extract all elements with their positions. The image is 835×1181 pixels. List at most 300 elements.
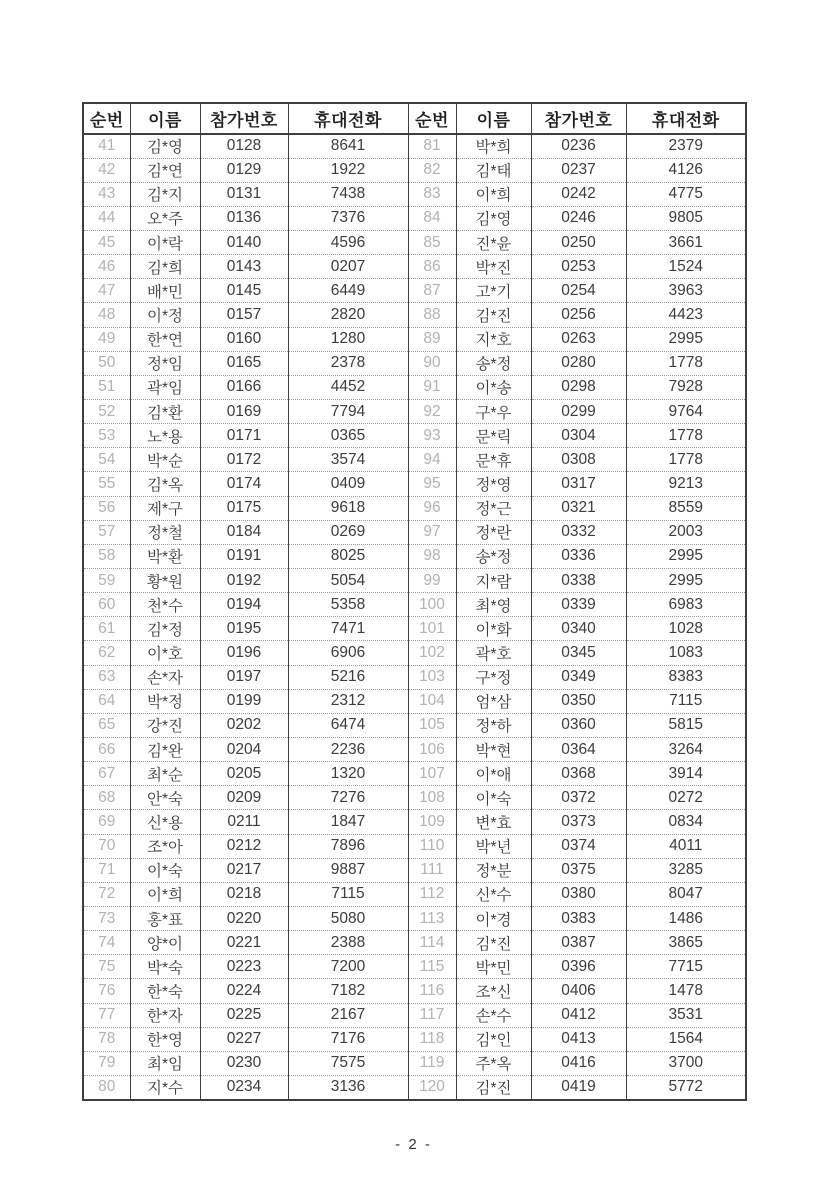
seq-cell-left: 74: [83, 931, 130, 955]
seq-cell-right: 93: [408, 424, 456, 448]
seq-cell-right: 120: [408, 1075, 456, 1099]
entry-number-cell-right: 0368: [531, 762, 626, 786]
entry-number-cell-right: 0299: [531, 400, 626, 424]
name-cell-right: 이*화: [456, 617, 531, 641]
name-cell-left: 박*숙: [130, 955, 200, 979]
seq-cell-right: 109: [408, 810, 456, 834]
name-cell-left: 한*영: [130, 1027, 200, 1051]
entry-number-cell-right: 0242: [531, 182, 626, 206]
entry-number-cell-right: 0349: [531, 665, 626, 689]
table-row: [83, 1027, 746, 1051]
entry-number-cell-right: 0372: [531, 786, 626, 810]
table-row: [83, 182, 746, 206]
name-cell-left: 안*숙: [130, 786, 200, 810]
seq-cell-left: 45: [83, 231, 130, 255]
phone-cell-right: 3914: [626, 762, 746, 786]
entry-number-cell-right: 0413: [531, 1027, 626, 1051]
phone-cell-left: 3136: [288, 1075, 408, 1099]
phone-cell-right: 6983: [626, 593, 746, 617]
name-cell-left: 배*민: [130, 279, 200, 303]
seq-cell-left: 80: [83, 1075, 130, 1099]
header-phone-right: 휴대전화: [626, 103, 746, 134]
seq-cell-left: 42: [83, 158, 130, 182]
seq-cell-right: 89: [408, 327, 456, 351]
seq-cell-right: 94: [408, 448, 456, 472]
seq-cell-right: 97: [408, 520, 456, 544]
phone-cell-right: 2995: [626, 544, 746, 568]
seq-cell-right: 90: [408, 351, 456, 375]
name-cell-right: 손*수: [456, 1003, 531, 1027]
phone-cell-left: 0207: [288, 255, 408, 279]
name-cell-right: 박*민: [456, 955, 531, 979]
seq-cell-right: 119: [408, 1051, 456, 1075]
seq-cell-right: 98: [408, 544, 456, 568]
table-row: [83, 738, 746, 762]
seq-cell-right: 106: [408, 738, 456, 762]
name-cell-left: 이*락: [130, 231, 200, 255]
entry-number-cell-right: 0321: [531, 496, 626, 520]
name-cell-right: 이*희: [456, 182, 531, 206]
entry-number-cell-left: 0140: [200, 231, 288, 255]
name-cell-left: 박*순: [130, 448, 200, 472]
entry-number-cell-left: 0220: [200, 907, 288, 931]
name-cell-right: 김*진: [456, 303, 531, 327]
entry-number-cell-left: 0197: [200, 665, 288, 689]
entry-number-cell-left: 0143: [200, 255, 288, 279]
seq-cell-right: 87: [408, 279, 456, 303]
table-row: [83, 1075, 746, 1099]
seq-cell-left: 46: [83, 255, 130, 279]
table-row: [83, 593, 746, 617]
table-row: [83, 134, 746, 158]
seq-cell-left: 53: [83, 424, 130, 448]
entry-number-cell-right: 0419: [531, 1075, 626, 1099]
name-cell-right: 지*호: [456, 327, 531, 351]
seq-cell-left: 77: [83, 1003, 130, 1027]
seq-cell-right: 84: [408, 206, 456, 230]
entry-number-cell-right: 0387: [531, 931, 626, 955]
table-row: [83, 931, 746, 955]
name-cell-left: 김*영: [130, 134, 200, 158]
name-cell-left: 홍*표: [130, 907, 200, 931]
name-cell-right: 김*진: [456, 1075, 531, 1099]
name-cell-left: 한*연: [130, 327, 200, 351]
phone-cell-left: 5054: [288, 569, 408, 593]
seq-cell-right: 111: [408, 858, 456, 882]
table-row: [83, 255, 746, 279]
seq-cell-left: 56: [83, 496, 130, 520]
table-row: [83, 400, 746, 424]
header-name-right: 이름: [456, 103, 531, 134]
entry-number-cell-left: 0221: [200, 931, 288, 955]
entry-number-cell-right: 0332: [531, 520, 626, 544]
seq-cell-right: 108: [408, 786, 456, 810]
name-cell-right: 변*효: [456, 810, 531, 834]
entry-number-cell-right: 0254: [531, 279, 626, 303]
name-cell-left: 한*숙: [130, 979, 200, 1003]
header-seq-right: 순번: [408, 103, 456, 134]
seq-cell-left: 73: [83, 907, 130, 931]
seq-cell-right: 107: [408, 762, 456, 786]
name-cell-right: 구*정: [456, 665, 531, 689]
phone-cell-right: 3531: [626, 1003, 746, 1027]
phone-cell-left: 1280: [288, 327, 408, 351]
name-cell-left: 김*희: [130, 255, 200, 279]
phone-cell-right: 1564: [626, 1027, 746, 1051]
name-cell-right: 김*진: [456, 931, 531, 955]
name-cell-left: 최*임: [130, 1051, 200, 1075]
seq-cell-left: 69: [83, 810, 130, 834]
name-cell-right: 김*태: [456, 158, 531, 182]
seq-cell-right: 103: [408, 665, 456, 689]
entry-number-cell-left: 0211: [200, 810, 288, 834]
seq-cell-left: 49: [83, 327, 130, 351]
phone-cell-right: 2003: [626, 520, 746, 544]
table-row: [83, 279, 746, 303]
name-cell-left: 오*주: [130, 206, 200, 230]
table-row: [83, 762, 746, 786]
entry-number-cell-right: 0304: [531, 424, 626, 448]
entry-number-cell-right: 0416: [531, 1051, 626, 1075]
phone-cell-left: 2236: [288, 738, 408, 762]
phone-cell-right: 0272: [626, 786, 746, 810]
entry-number-cell-right: 0412: [531, 1003, 626, 1027]
entry-number-cell-left: 0199: [200, 689, 288, 713]
table-row: [83, 303, 746, 327]
table-row: [83, 375, 746, 399]
phone-cell-right: 9805: [626, 206, 746, 230]
seq-cell-left: 78: [83, 1027, 130, 1051]
phone-cell-left: 5080: [288, 907, 408, 931]
seq-cell-right: 92: [408, 400, 456, 424]
entry-number-cell-right: 0250: [531, 231, 626, 255]
seq-cell-left: 62: [83, 641, 130, 665]
seq-cell-right: 114: [408, 931, 456, 955]
seq-cell-left: 61: [83, 617, 130, 641]
name-cell-right: 김*인: [456, 1027, 531, 1051]
seq-cell-left: 67: [83, 762, 130, 786]
entry-number-cell-left: 0230: [200, 1051, 288, 1075]
name-cell-right: 지*람: [456, 569, 531, 593]
phone-cell-right: 1486: [626, 907, 746, 931]
entry-number-cell-right: 0263: [531, 327, 626, 351]
table-row: [83, 617, 746, 641]
name-cell-right: 이*경: [456, 907, 531, 931]
seq-cell-left: 52: [83, 400, 130, 424]
phone-cell-left: 4596: [288, 231, 408, 255]
name-cell-right: 구*우: [456, 400, 531, 424]
name-cell-right: 이*숙: [456, 786, 531, 810]
seq-cell-right: 83: [408, 182, 456, 206]
phone-cell-left: 0269: [288, 520, 408, 544]
name-cell-left: 한*자: [130, 1003, 200, 1027]
phone-cell-left: 4452: [288, 375, 408, 399]
entry-number-cell-right: 0340: [531, 617, 626, 641]
name-cell-left: 지*수: [130, 1075, 200, 1099]
seq-cell-right: 115: [408, 955, 456, 979]
entry-number-cell-right: 0236: [531, 134, 626, 158]
entry-number-cell-left: 0209: [200, 786, 288, 810]
table-row: [83, 665, 746, 689]
seq-cell-right: 101: [408, 617, 456, 641]
seq-cell-right: 113: [408, 907, 456, 931]
entry-number-cell-left: 0202: [200, 713, 288, 737]
entry-number-cell-left: 0192: [200, 569, 288, 593]
table-body: [83, 134, 746, 1100]
name-cell-left: 김*지: [130, 182, 200, 206]
phone-cell-right: 1524: [626, 255, 746, 279]
name-cell-left: 정*임: [130, 351, 200, 375]
phone-cell-left: 7896: [288, 834, 408, 858]
phone-cell-right: 3700: [626, 1051, 746, 1075]
table-row: [83, 907, 746, 931]
table-row: [83, 520, 746, 544]
seq-cell-left: 65: [83, 713, 130, 737]
entry-number-cell-right: 0345: [531, 641, 626, 665]
phone-cell-right: 3661: [626, 231, 746, 255]
header-seq-left: 순번: [83, 103, 130, 134]
seq-cell-left: 41: [83, 134, 130, 158]
phone-cell-left: 3574: [288, 448, 408, 472]
seq-cell-right: 105: [408, 713, 456, 737]
name-cell-right: 진*윤: [456, 231, 531, 255]
seq-cell-right: 81: [408, 134, 456, 158]
entry-number-cell-right: 0298: [531, 375, 626, 399]
entry-number-cell-right: 0317: [531, 472, 626, 496]
phone-cell-left: 2167: [288, 1003, 408, 1027]
phone-cell-left: 7182: [288, 979, 408, 1003]
entry-number-cell-right: 0246: [531, 206, 626, 230]
name-cell-right: 주*옥: [456, 1051, 531, 1075]
name-cell-right: 김*영: [456, 206, 531, 230]
seq-cell-right: 96: [408, 496, 456, 520]
entry-number-cell-right: 0406: [531, 979, 626, 1003]
seq-cell-left: 47: [83, 279, 130, 303]
phone-cell-right: 3963: [626, 279, 746, 303]
phone-cell-right: 1478: [626, 979, 746, 1003]
phone-cell-right: 7115: [626, 689, 746, 713]
seq-cell-left: 51: [83, 375, 130, 399]
seq-cell-left: 75: [83, 955, 130, 979]
phone-cell-left: 0409: [288, 472, 408, 496]
seq-cell-right: 112: [408, 882, 456, 906]
seq-cell-left: 59: [83, 569, 130, 593]
name-cell-right: 이*애: [456, 762, 531, 786]
entry-number-cell-left: 0129: [200, 158, 288, 182]
phone-cell-right: 3865: [626, 931, 746, 955]
seq-cell-left: 60: [83, 593, 130, 617]
entry-number-cell-left: 0204: [200, 738, 288, 762]
entry-number-cell-left: 0196: [200, 641, 288, 665]
name-cell-right: 송*정: [456, 351, 531, 375]
seq-cell-left: 68: [83, 786, 130, 810]
name-cell-left: 이*정: [130, 303, 200, 327]
phone-cell-right: 2995: [626, 327, 746, 351]
entry-number-cell-left: 0165: [200, 351, 288, 375]
entry-number-cell-left: 0194: [200, 593, 288, 617]
phone-cell-right: 4011: [626, 834, 746, 858]
phone-cell-left: 8025: [288, 544, 408, 568]
name-cell-left: 천*수: [130, 593, 200, 617]
seq-cell-left: 72: [83, 882, 130, 906]
name-cell-right: 정*영: [456, 472, 531, 496]
phone-cell-left: 7115: [288, 882, 408, 906]
phone-cell-left: 1847: [288, 810, 408, 834]
name-cell-right: 정*란: [456, 520, 531, 544]
table-row: [83, 834, 746, 858]
seq-cell-right: 116: [408, 979, 456, 1003]
name-cell-left: 곽*임: [130, 375, 200, 399]
name-cell-right: 문*휴: [456, 448, 531, 472]
seq-cell-right: 85: [408, 231, 456, 255]
table-row: [83, 448, 746, 472]
seq-cell-left: 70: [83, 834, 130, 858]
seq-cell-left: 71: [83, 858, 130, 882]
table-row: [83, 1051, 746, 1075]
seq-cell-left: 43: [83, 182, 130, 206]
phone-cell-left: 9887: [288, 858, 408, 882]
phone-cell-left: 7176: [288, 1027, 408, 1051]
name-cell-right: 이*송: [456, 375, 531, 399]
phone-cell-left: 7376: [288, 206, 408, 230]
phone-cell-right: 0834: [626, 810, 746, 834]
seq-cell-right: 99: [408, 569, 456, 593]
entry-number-cell-right: 0350: [531, 689, 626, 713]
phone-cell-right: 3285: [626, 858, 746, 882]
entry-number-cell-right: 0374: [531, 834, 626, 858]
name-cell-right: 엄*삼: [456, 689, 531, 713]
name-cell-left: 손*자: [130, 665, 200, 689]
phone-cell-right: 4775: [626, 182, 746, 206]
entry-number-cell-left: 0234: [200, 1075, 288, 1099]
entry-number-cell-left: 0223: [200, 955, 288, 979]
entry-number-cell-left: 0128: [200, 134, 288, 158]
name-cell-left: 김*완: [130, 738, 200, 762]
entry-number-cell-left: 0218: [200, 882, 288, 906]
table-row: [83, 327, 746, 351]
phone-cell-left: 2388: [288, 931, 408, 955]
seq-cell-left: 63: [83, 665, 130, 689]
name-cell-left: 정*철: [130, 520, 200, 544]
name-cell-left: 신*용: [130, 810, 200, 834]
phone-cell-left: 2378: [288, 351, 408, 375]
phone-cell-left: 1320: [288, 762, 408, 786]
seq-cell-right: 82: [408, 158, 456, 182]
phone-cell-left: 1922: [288, 158, 408, 182]
seq-cell-left: 55: [83, 472, 130, 496]
entry-number-cell-right: 0380: [531, 882, 626, 906]
entry-number-cell-right: 0364: [531, 738, 626, 762]
seq-cell-right: 104: [408, 689, 456, 713]
name-cell-right: 곽*호: [456, 641, 531, 665]
phone-cell-left: 7575: [288, 1051, 408, 1075]
table-row: [83, 882, 746, 906]
phone-cell-right: 1083: [626, 641, 746, 665]
entry-number-cell-right: 0339: [531, 593, 626, 617]
seq-cell-left: 79: [83, 1051, 130, 1075]
table-row: [83, 713, 746, 737]
table-row: [83, 231, 746, 255]
name-cell-left: 김*환: [130, 400, 200, 424]
phone-cell-left: 8641: [288, 134, 408, 158]
phone-cell-left: 6906: [288, 641, 408, 665]
entry-number-cell-left: 0169: [200, 400, 288, 424]
name-cell-left: 최*순: [130, 762, 200, 786]
entry-number-cell-left: 0174: [200, 472, 288, 496]
seq-cell-left: 66: [83, 738, 130, 762]
table-row: [83, 472, 746, 496]
seq-cell-right: 100: [408, 593, 456, 617]
entry-number-cell-right: 0308: [531, 448, 626, 472]
table-header: [83, 103, 746, 134]
phone-cell-left: 7200: [288, 955, 408, 979]
phone-cell-right: 5772: [626, 1075, 746, 1099]
table-row: [83, 689, 746, 713]
table-row: [83, 1003, 746, 1027]
phone-cell-right: 1778: [626, 351, 746, 375]
phone-cell-left: 9618: [288, 496, 408, 520]
header-row: [83, 103, 746, 134]
entry-number-cell-left: 0212: [200, 834, 288, 858]
phone-cell-left: 7471: [288, 617, 408, 641]
entry-number-cell-left: 0191: [200, 544, 288, 568]
seq-cell-right: 86: [408, 255, 456, 279]
entry-number-cell-left: 0224: [200, 979, 288, 1003]
table-row: [83, 206, 746, 230]
phone-cell-right: 8559: [626, 496, 746, 520]
entry-number-cell-right: 0396: [531, 955, 626, 979]
name-cell-left: 양*이: [130, 931, 200, 955]
entry-number-cell-right: 0253: [531, 255, 626, 279]
entry-number-cell-left: 0136: [200, 206, 288, 230]
phone-cell-right: 5815: [626, 713, 746, 737]
name-cell-right: 고*기: [456, 279, 531, 303]
seq-cell-right: 117: [408, 1003, 456, 1027]
entry-number-cell-left: 0171: [200, 424, 288, 448]
entry-number-cell-left: 0205: [200, 762, 288, 786]
phone-cell-right: 8047: [626, 882, 746, 906]
phone-cell-left: 2312: [288, 689, 408, 713]
phone-cell-left: 5216: [288, 665, 408, 689]
seq-cell-right: 95: [408, 472, 456, 496]
seq-cell-right: 118: [408, 1027, 456, 1051]
entry-number-cell-right: 0338: [531, 569, 626, 593]
name-cell-left: 이*희: [130, 882, 200, 906]
table-row: [83, 810, 746, 834]
entry-number-cell-left: 0227: [200, 1027, 288, 1051]
name-cell-right: 정*분: [456, 858, 531, 882]
name-cell-right: 정*하: [456, 713, 531, 737]
name-cell-right: 박*년: [456, 834, 531, 858]
phone-cell-left: 7794: [288, 400, 408, 424]
phone-cell-right: 2379: [626, 134, 746, 158]
header-name-left: 이름: [130, 103, 200, 134]
phone-cell-left: 7438: [288, 182, 408, 206]
seq-cell-right: 91: [408, 375, 456, 399]
entry-number-cell-left: 0217: [200, 858, 288, 882]
name-cell-left: 박*환: [130, 544, 200, 568]
table-row: [83, 858, 746, 882]
name-cell-left: 이*호: [130, 641, 200, 665]
entry-number-cell-left: 0166: [200, 375, 288, 399]
name-cell-left: 김*옥: [130, 472, 200, 496]
page-number: - 2 -: [395, 1136, 432, 1153]
table-row: [83, 979, 746, 1003]
entry-number-cell-right: 0360: [531, 713, 626, 737]
seq-cell-left: 50: [83, 351, 130, 375]
entry-number-cell-right: 0375: [531, 858, 626, 882]
phone-cell-right: 4126: [626, 158, 746, 182]
